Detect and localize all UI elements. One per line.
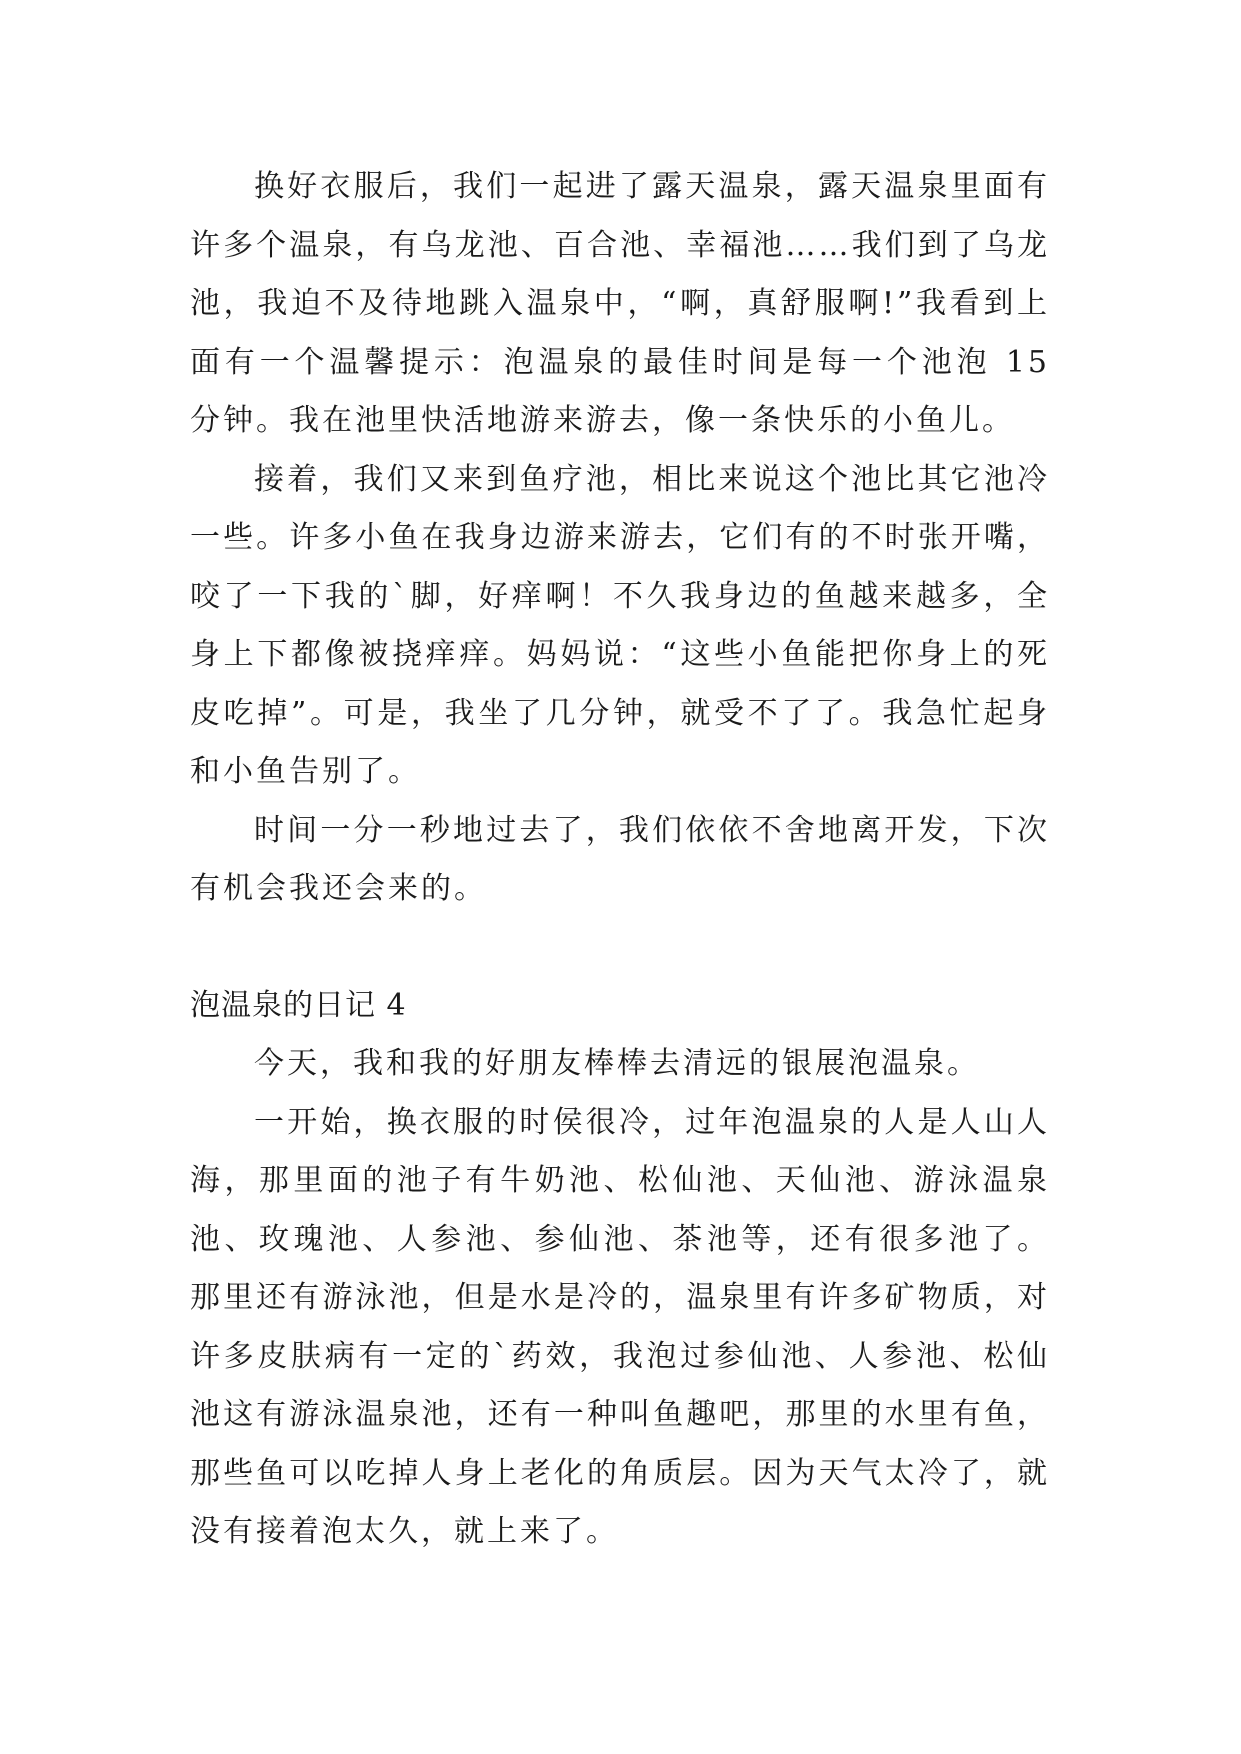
paragraph: 接着，我们又来到鱼疗池，相比来说这个池比其它池冷一些。许多小鱼在我身边游来游去，它们有的不时张开嘴，咬了一下我的`脚，好痒啊！不久我身边的鱼越来越多，全身上下都像被挠痒痒。妈妈说：“这些小鱼能把你身上的死皮吃掉”。可是，我坐了几分钟，就受不了了。我急忙起身和小鱼告别了。 [190,461,1050,789]
paragraph: 换好衣服后，我们一起进了露天温泉，露天温泉里面有许多个温泉，有乌龙池、百合池、幸福池……我们到了乌龙池，我迫不及待地跳入温泉中，“啊，真舒服啊!”我看到上面有一个温馨提示：泡温泉的最佳时间是每一个池泡 15 分钟。我在池里快活地游来游去，像一条快乐的小鱼儿。 [190,169,1050,438]
section-title: 泡温泉的日记 4 [190,987,407,1023]
paragraph: 一开始，换衣服的时侯很冷，过年泡温泉的人是人山人海，那里面的池子有牛奶池、松仙池、天仙池、游泳温泉池、玫瑰池、人参池、参仙池、茶池等，还有很多池了。 那里还有游泳池，但是水是冷的，温泉里有许多矿物质，对许多皮肤病有一定的`药效，我泡过参仙池、人参池、松仙池这有游泳温泉池，还有一种叫鱼趣吧，那里的水里有鱼，那些鱼可以吃掉人身上老化的角质层。因为天气太冷了，就没有接着泡太久，就上来了。 [190,1104,1050,1549]
paragraph: 时间一分一秒地过去了，我们依依不舍地离开发，下次有机会我还会来的。 [190,812,1050,906]
paragraph: 今天，我和我的好朋友棒棒去清远的银展泡温泉。 [254,1046,980,1081]
document-body [190,158,1050,1562]
